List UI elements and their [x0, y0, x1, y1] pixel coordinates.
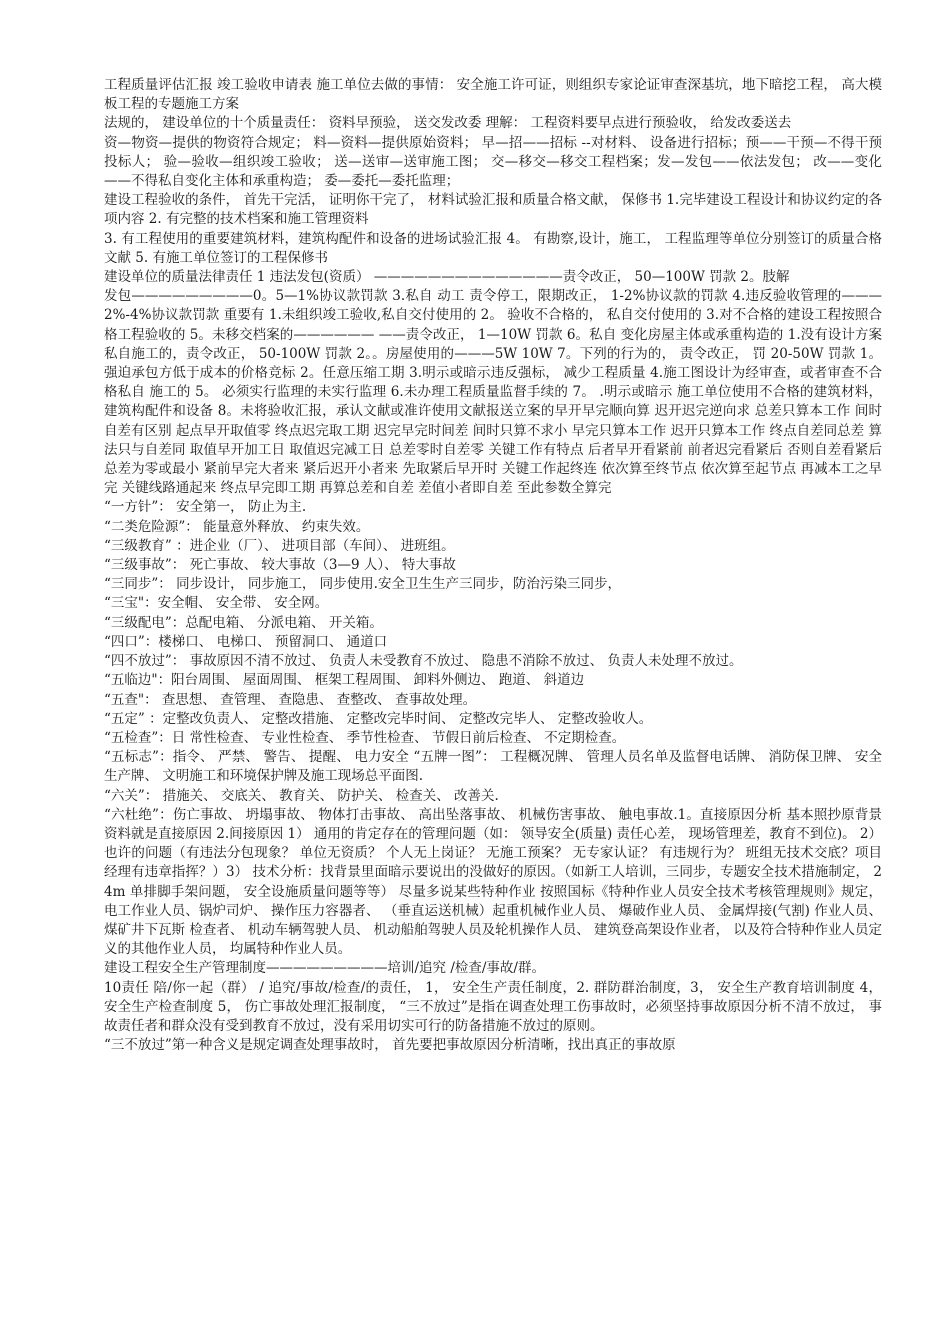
paragraph: 建设工程验收的条件， 首先干完活， 证明你干完了， 材料试验汇报和质量合格文献， 保修书 1.完毕建设工程设计和协议约定的各项内容 2. 有完整的技术档案和施工管理资料	[104, 192, 882, 228]
paragraph: 工程质量评估汇报 竣工验收申请表 施工单位去做的事情： 安全施工许可证，则组织专家论证审查深基坑，地下暗挖工程， 高大模板工程的专题施工方案	[104, 77, 882, 113]
paragraph: “五临边"：阳台周围、 屋面周围、 框架工程周围、 卸料外侧边、 跑道、 斜道边	[104, 672, 585, 689]
paragraph: “三级配电”：总配电箱、 分派电箱、 开关箱。	[104, 614, 383, 631]
paragraph: “五标志”：指令、 严禁、 警告、 提醒、 电力安全 “五牌一图”： 工程概况牌、 管理人员名单及监督电话牌、 消防保卫牌、 安全生产牌、 文明施工和环境保护牌及施工现场总平面图.	[104, 749, 882, 785]
paragraph: “三级教育” ：进企业（厂）、 进项目部（车间）、 进班组。	[104, 537, 455, 554]
paragraph: 法规的， 建设单位的十个质量责任： 资料早预验， 送交发改委 理解： 工程资料要早点进行预验收， 给发改委送去	[104, 115, 792, 132]
paragraph: 10责任 陪/你一起（群） / 追究/事故/检查/的责任， 1， 安全生产责任制度，2. 群防群治制度，3， 安全生产教育培训制度 4， 安全生产检查制度 5， 伤亡事故处理汇报制度， “三不放过”是指在调查处理工伤事故时，必须坚持事故原因分析不清不放过， 事故责任者和群众没有受到教育不放过，没有采用切实可行的防备措施不放过的原则。	[104, 979, 882, 1034]
paragraph: “六关”： 措施关、 交底关、 教育关、 防护关、 检查关、 改善关.	[104, 787, 499, 804]
paragraph: 3. 有工程使用的重要建筑材料，建筑构配件和设备的进场试验汇报 4。 有勘察,设计，施工， 工程监理等单位分别签订的质量合格文献 5. 有施工单位签订的工程保修书	[104, 230, 882, 266]
paragraph: 建设工程安全生产管理制度—————————培训/追究 /检查/事故/群。	[104, 960, 545, 977]
paragraph: 建设单位的质量法律责任 1 违法发包(资质） ——————————————责令改正， 50—100W 罚款 2。肢解	[104, 269, 790, 286]
paragraph: “五查"： 查思想、 查管理、 查隐患、 查整改、 查事故处理。	[104, 691, 477, 708]
paragraph: “四口”：楼梯口、 电梯口、 预留洞口、 通道口	[104, 633, 388, 650]
paragraph: “三宝"：安全帽、 安全带、 安全网。	[104, 595, 329, 612]
paragraph: “六杜绝”：伤亡事故、 坍塌事故、 物体打击事故、 高出坠落事故、 机械伤害事故、 触电事故.1。直接原因分析 基本照抄原背景资料就是直接原因 2.间接原因 1） 通用的肯定存在的管理问题（如： 领导安全(质量) 责任心差， 现场管理差，教育不到位)。 2） 也许的问题（有违法分包现象？ 单位无资质？ 个人无上岗证？ 无施工预案？ 无专家认证？ 有违规行为？ 班组无技术交底？项目经理有违章指挥？）3） 技术分析：找背景里面暗示要说出的没做好的原因。（如新工人培训，三同步，专题安全技术措施制定， 24m 单排脚手架问题， 安全设施质量问题等等） 尽量多说某些特种作业 按照国标《特种作业人员安全技术考核管理规则》规定， 电工作业人员、锅炉司炉、 操作压力容器者、 （垂直运送机械）起重机械作业人员、 爆破作业人员、 金属焊接(气割) 作业人员、 煤矿井下瓦斯 检查者、 机动车辆驾驶人员、 机动船舶驾驶人员及轮机操作人员、 建筑登高架设作业者， 以及符合特种作业人员定义的其他作业人员， 均属特种作业人员。	[104, 806, 882, 958]
paragraph: “五定” ：定整改负责人、 定整改措施、 定整改完毕时间、 定整改完毕人、 定整改验收人。	[104, 710, 653, 727]
paragraph: “五检查”：日 常性检查、 专业性检查、 季节性检查、 节假日前后检查、 不定期检查。	[104, 729, 626, 746]
paragraph: 资—物资—提供的物资符合规定； 料—资料—提供原始资料； 早—招——招标 --对材料、 设备进行招标；预——干预—不得干预投标人； 验—验收—组织竣工验收； 送—送审—送审施工图； 交—移交—移交工程档案；发—发包——依法发包； 改——变化——不得私自变化主体和承重构造； 委—委托—委托监理；	[104, 134, 882, 190]
paragraph: “二类危险源”： 能量意外释放、 约束失效。	[104, 518, 370, 535]
document-body	[104, 76, 882, 1055]
paragraph: “三级事故”： 死亡事故、 较大事故（3—9 人）、 特大事故	[104, 557, 456, 574]
paragraph: “一方针”： 安全第一， 防止为主.	[104, 499, 307, 516]
paragraph: “三不放过”第一种含义是规定调查处理事故时， 首先要把事故原因分析清晰，找出真正的事故原	[104, 1037, 676, 1054]
paragraph: 发包—————————0。5—1%协议款罚款 3.私自 动工 责令停工，限期改正， 1-2%协议款的罚款 4.违反验收管理的———2%-4%协议款罚款 重要有 1.未组织竣工验收,私自交付使用的 2。 验收不合格的， 私自交付使用的 3.对不合格的建设工程按照合格工程验收的 5。未移交档案的—————— ——责令改正， 1—10W 罚款 6。私自 变化房屋主体或承重构造的 1.没有设计方案私自施工的，责令改正， 50-100W 罚款 2。。房屋使用的———5W 10W 7。下列的行为的， 责令改正， 罚 20-50W 罚款 1。强迫承包方低于成本的价格竞标 2。任意压缩工期 3.明示或暗示违反强标， 减少工程质量 4.施工图设计为经审查，或者审查不合格私自 施工的 5。 必须实行监理的未实行监理 6.未办理工程质量监督手续的 7。 .明示或暗示 施工单位使用不合格的建筑材料， 建筑构配件和设备 8。未将验收汇报，承认文献或准许使用文献报送立案的早开早完顺向算 迟开迟完逆向求 总差只算本工作 间时自差有区别 起点早开取值零 终点迟完取工期 迟完早完时间差 间时只算不求小 早完只算本工作 迟开只算本工作 终点自差同总差 算法只与自差同 取值早开加工日 取值迟完减工日 总差零时自差零 关键工作有特点 后者早开看紧前 前者迟完看紧后 否则自差看紧后 总差为零或最小 紧前早完大者来 紧后迟开小者来 先取紧后早开时 关键工作起终连 依次算至终节点 依次算至起节点 再减本工之早完 关键线路通起来 终点早完即工期 再算总差和自差 差值小者即自差 至此参数全算完	[104, 288, 882, 497]
paragraph: “三同步”： 同步设计， 同步施工， 同步使用.安全卫生生产三同步，防治污染三同步，	[104, 576, 621, 593]
paragraph: “四不放过”： 事故原因不清不放过、 负责人未受教育不放过、 隐患不消除不放过、 负责人未处理不放过。	[104, 653, 743, 670]
